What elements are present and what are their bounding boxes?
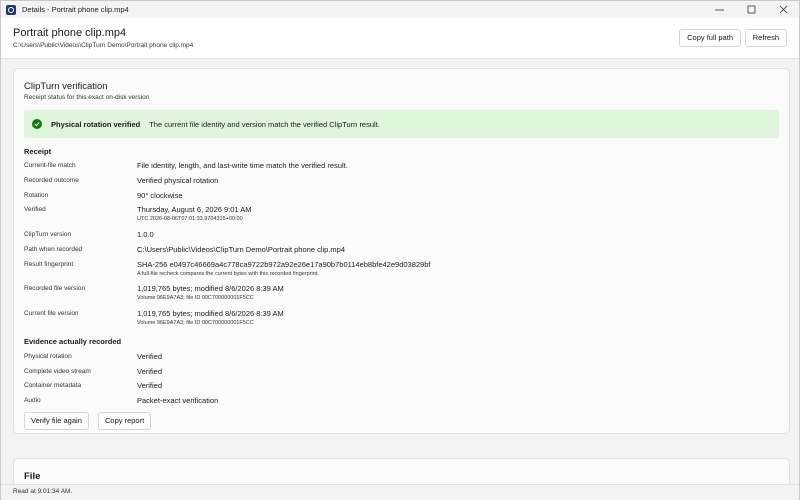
- details-header: [1, 18, 799, 59]
- evidence-value: Verified: [137, 381, 163, 390]
- file-name: Portrait phone clip.mp4: [13, 27, 127, 39]
- checkmark-circle-icon: [32, 119, 42, 129]
- receipt-label: Current-file match: [24, 162, 76, 169]
- receipt-label: Recorded outcome: [24, 177, 79, 184]
- evidence-value: Verified: [137, 352, 163, 361]
- evidence-heading: Evidence actually recorded: [24, 337, 122, 346]
- status-bar: [1, 484, 799, 500]
- clipturn-icon: [6, 5, 16, 15]
- close-icon[interactable]: [767, 1, 799, 18]
- verify-file-again-button[interactable]: Verify file again: [24, 412, 89, 430]
- minimize-icon[interactable]: [703, 1, 735, 18]
- receipt-value: 1.0.0: [137, 230, 154, 239]
- receipt-value: C:\Users\Public\Videos\ClipTurn Demo\Portrait phone clip.mp4: [137, 245, 346, 254]
- maximize-icon[interactable]: [735, 1, 767, 18]
- evidence-label: Audio: [24, 397, 41, 404]
- verification-card: [13, 68, 790, 434]
- banner-message: The current file identity and version match the verified ClipTurn result.: [149, 119, 380, 129]
- receipt-value: Verified physical rotation: [137, 176, 219, 185]
- verified-banner: [24, 110, 779, 138]
- receipt-value: 90° clockwise: [137, 191, 183, 200]
- details-content[interactable]: [1, 59, 799, 484]
- receipt-detail: Volume 96E9A7A3; file ID 00C700000001F5CC: [137, 295, 254, 301]
- receipt-label: Rotation: [24, 192, 49, 199]
- receipt-detail: A full-file recheck compares the current bytes with this recorded fingerprint.: [137, 271, 319, 277]
- receipt-value: Thursday, August 6, 2026 9:01 AM: [137, 205, 252, 214]
- file-section-title: File: [24, 471, 41, 482]
- receipt-detail: Volume 96E9A7A3; file ID 00C700000001F5CC: [137, 320, 254, 326]
- file-path: C:\Users\Public\Videos\ClipTurn Demo\Portrait phone clip.mp4: [13, 42, 194, 49]
- banner-title: Physical rotation verified: [51, 119, 141, 129]
- evidence-value: Verified: [137, 367, 163, 376]
- receipt-label: Result fingerprint: [24, 261, 74, 268]
- receipt-label: Recorded file version: [24, 285, 86, 292]
- evidence-label: Container metadata: [24, 382, 82, 389]
- receipt-label: ClipTurn version: [24, 231, 72, 238]
- receipt-detail: UTC 2026-08-06T07:01:33.9704315+00:00: [137, 216, 243, 222]
- receipt-value: File identity, length, and last-write time match the verified result.: [137, 161, 348, 170]
- file-card: [13, 458, 790, 484]
- refresh-button[interactable]: Refresh: [745, 29, 787, 47]
- evidence-label: Complete video stream: [24, 368, 91, 375]
- receipt-value: SHA-256 e0497c46669a4c778ca9722b972a92e26e17a90b7b0114eb8bfe42e9d03829bf: [137, 260, 431, 269]
- receipt-heading: Receipt: [24, 147, 52, 156]
- window-title: Details - Portrait phone clip.mp4: [22, 5, 129, 14]
- copy-report-button[interactable]: Copy report: [98, 412, 151, 430]
- receipt-value: 1,019,765 bytes; modified 8/6/2026 8:39 AM: [137, 284, 284, 293]
- receipt-value: 1,019,765 bytes; modified 8/6/2026 8:39 AM: [137, 309, 284, 318]
- evidence-label: Physical rotation: [24, 353, 72, 360]
- title-bar: [1, 1, 799, 18]
- receipt-label: Verified: [24, 206, 46, 213]
- evidence-value: Packet-exact verification: [137, 396, 219, 405]
- verification-subtitle: Receipt status for this exact on-disk version: [24, 94, 150, 101]
- status-text: Read at 9:01:34 AM.: [13, 488, 73, 495]
- window-controls: [703, 1, 799, 18]
- receipt-label: Current file version: [24, 310, 79, 317]
- copy-full-path-button[interactable]: Copy full path: [679, 29, 741, 47]
- receipt-label: Path when recorded: [24, 246, 83, 253]
- verification-title: ClipTurn verification: [24, 81, 108, 92]
